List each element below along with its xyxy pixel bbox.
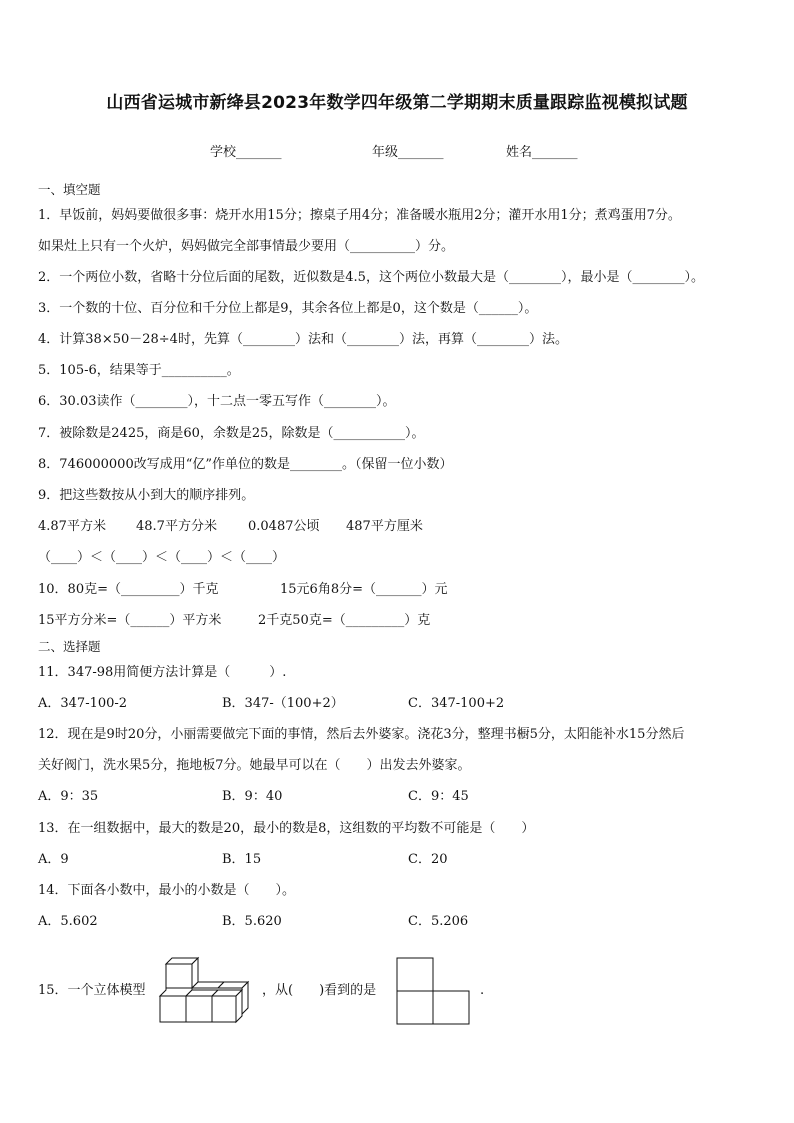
q11-option-b: B．347-（100+2） bbox=[222, 696, 344, 711]
question-3: 3．一个数的十位、百分位和千分位上都是9，其余各位上都是0，这个数是（______）。 bbox=[38, 301, 538, 316]
q12-option-c: C．9：45 bbox=[408, 789, 469, 804]
q11-option-c: C．347-100+2 bbox=[408, 696, 505, 711]
question-1-line-1: 1．早饭前，妈妈要做很多事：烧开水用15分；擦桌子用4分；准备暖水瓶用2分；灌开水用1分；煮鸡蛋用7分。 bbox=[38, 208, 681, 223]
q12-option-b: B．9：40 bbox=[222, 789, 283, 804]
q14-option-c: C．5.206 bbox=[408, 914, 469, 929]
question-7: 7．被除数是2425，商是60，余数是25，除数是（___________）。 bbox=[38, 426, 425, 441]
q14-option-b: B．5.620 bbox=[222, 914, 282, 929]
section-choice: 二、选择题 bbox=[38, 639, 101, 654]
exam-title: 山西省运城市新绛县2023年数学四年级第二学期期末质量跟踪监视模拟试题 bbox=[106, 93, 688, 113]
q13-option-a: A．9 bbox=[38, 852, 69, 867]
cube-model-figure bbox=[158, 956, 250, 1026]
q9-item-3: 0.0487公顷 bbox=[248, 519, 320, 534]
q12-option-a: A．9：35 bbox=[38, 789, 99, 804]
question-15-middle: ，从( )看到的是 bbox=[262, 983, 377, 998]
question-6: 6．30.03读作（________），十二点一零五写作（________）。 bbox=[38, 394, 396, 409]
question-10a: 10．80克=（_________）千克 bbox=[38, 582, 219, 597]
q14-option-a: A．5.602 bbox=[38, 914, 98, 929]
q11-option-a: A．347-100-2 bbox=[38, 696, 128, 711]
question-12-line-2: 关好阀门，洗水果5分，拖地板7分。她最早可以在（ ）出发去外婆家。 bbox=[38, 758, 471, 773]
q13-option-c: C．20 bbox=[408, 852, 448, 867]
question-2: 2．一个两位小数，省略十分位后面的尾数，近似数是4.5，这个两位小数最大是（________），最小是（________）。 bbox=[38, 270, 704, 285]
question-12-line-1: 12．现在是9时20分，小丽需要做完下面的事情，然后去外婆家。浇花3分，整理书橱5分，太阳能补水15分然后 bbox=[38, 727, 685, 742]
question-15-prefix: 15．一个立体模型 bbox=[38, 983, 146, 998]
q9-item-4: 487平方厘米 bbox=[346, 519, 423, 534]
school-field: 学校_______ bbox=[210, 145, 282, 160]
question-10c: 15平方分米=（______）平方米 bbox=[38, 613, 222, 628]
question-9: 9．把这些数按从小到大的顺序排列。 bbox=[38, 488, 255, 503]
q9-order-blanks: （____）＜（____）＜（____）＜（____） bbox=[38, 550, 286, 565]
question-15-suffix: . bbox=[480, 983, 485, 998]
section-fill-in: 一、填空题 bbox=[38, 182, 101, 197]
question-4: 4．计算38×50－28÷4时，先算（________）法和（________）法，再算（________）法。 bbox=[38, 332, 568, 347]
question-8: 8．746000000改写成用“亿”作单位的数是________。（保留一位小数） bbox=[38, 457, 453, 472]
question-11: 11．347-98用简便方法计算是（ ）. bbox=[38, 665, 287, 680]
grade-field: 年级_______ bbox=[372, 145, 444, 160]
q9-item-2: 48.7平方分米 bbox=[136, 519, 217, 534]
name-field: 姓名_______ bbox=[506, 145, 578, 160]
question-10d: 2千克50克=（_________）克 bbox=[258, 613, 431, 628]
question-1-line-2: 如果灶上只有一个火炉，妈妈做完全部事情最少要用（__________）分。 bbox=[38, 239, 455, 254]
question-10b: 15元6角8分=（_______）元 bbox=[280, 582, 448, 597]
question-13: 13．在一组数据中，最大的数是20，最小的数是8，这组数的平均数不可能是（ ） bbox=[38, 821, 535, 836]
q13-option-b: B．15 bbox=[222, 852, 262, 867]
view-shape-figure bbox=[396, 957, 472, 1025]
question-14: 14．下面各小数中，最小的小数是（ ）。 bbox=[38, 883, 296, 898]
question-5: 5．105-6，结果等于__________。 bbox=[38, 363, 240, 378]
q9-item-1: 4.87平方米 bbox=[38, 519, 106, 534]
